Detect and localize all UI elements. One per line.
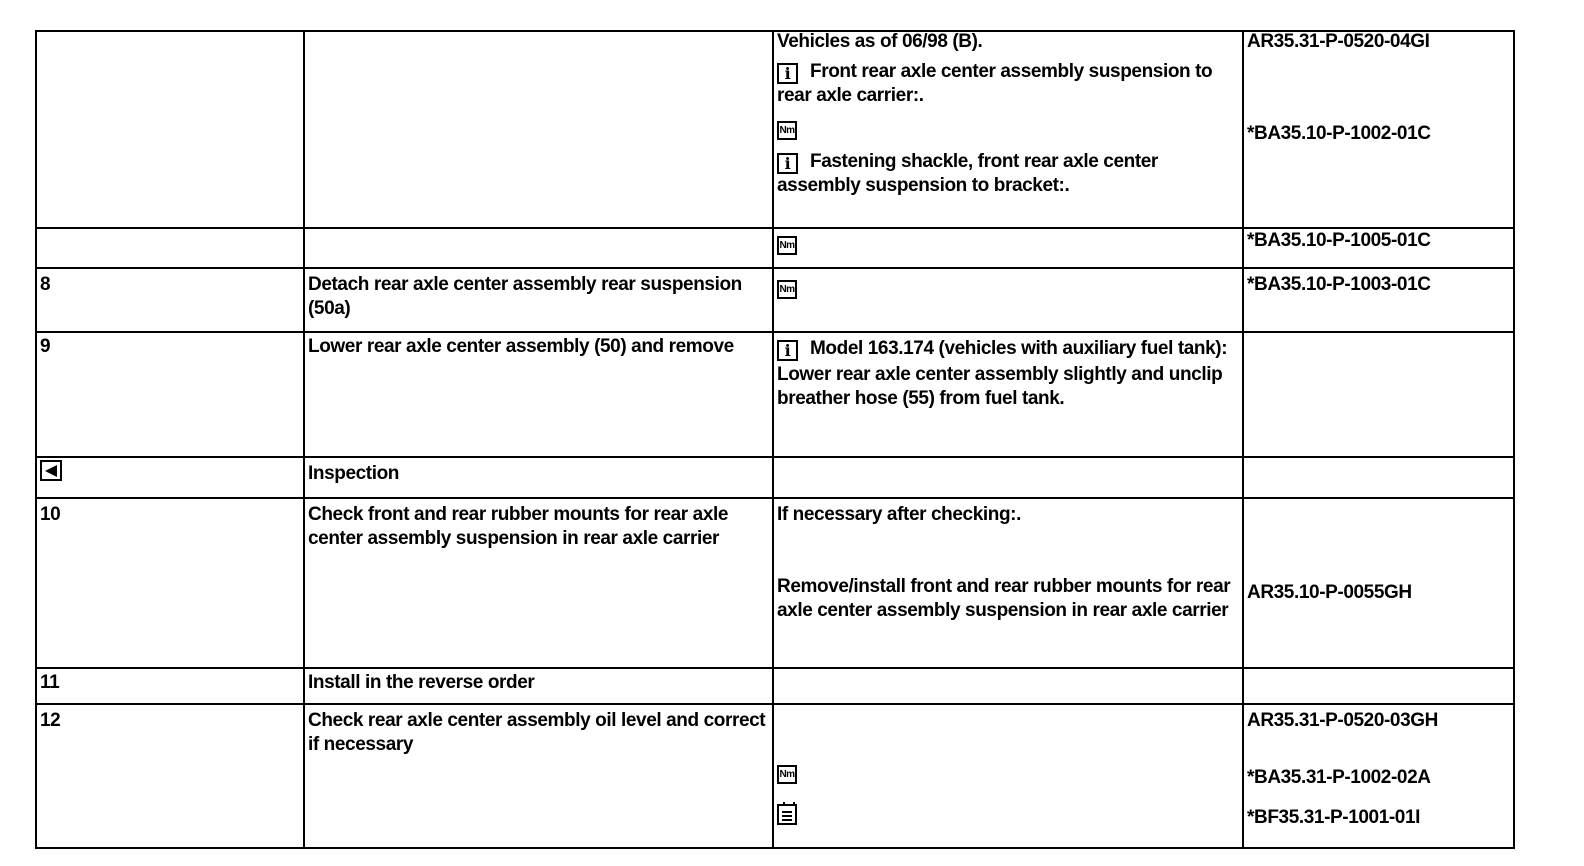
table-row [36, 668, 1514, 704]
step-cell: 12 [36, 704, 304, 848]
notes-cell [773, 31, 1243, 228]
step-cell [36, 457, 304, 498]
reference-cell [1243, 668, 1514, 704]
note-text: Front rear axle center assembly suspension to rear axle carrier:. [777, 61, 1213, 106]
note-text: If necessary after checking:. [777, 504, 1021, 525]
torque-icon: Nm [777, 765, 797, 784]
reference-link[interactable]: *BA35.10-P-1002-01C [1247, 123, 1431, 144]
step-cell: 8 [36, 268, 304, 332]
reference-link[interactable]: AR35.10-P-0055GH [1247, 582, 1412, 603]
reference-cell [1243, 31, 1514, 228]
notes-cell [773, 668, 1243, 704]
notes-cell [773, 228, 1243, 268]
reference-cell [1243, 457, 1514, 498]
notes-cell [773, 457, 1243, 498]
step-cell [36, 31, 304, 228]
info-icon: i [777, 340, 798, 361]
notes-cell [773, 332, 1243, 457]
action-cell [304, 228, 773, 268]
reference-link[interactable]: AR35.31-P-0520-03GH [1247, 710, 1438, 731]
step-cell [36, 228, 304, 268]
action-cell: Lower rear axle center assembly (50) and remove [304, 332, 773, 457]
action-cell [304, 31, 773, 228]
note-text: Lower rear axle center assembly slightly and unclip breather hose (55) from fuel tank. [777, 364, 1223, 409]
reference-link[interactable]: *BA35.10-P-1003-01C [1247, 274, 1431, 295]
table-row [36, 457, 1514, 498]
procedure-table [35, 30, 1515, 849]
inspection-icon [40, 460, 62, 481]
reference-link[interactable]: *BA35.10-P-1005-01C [1247, 230, 1431, 251]
table-row [36, 268, 1514, 332]
note-text: Fastening shackle, front rear axle center assembly suspension to bracket:. [777, 151, 1158, 196]
reference-cell [1243, 332, 1514, 457]
notes-cell [773, 498, 1243, 668]
action-cell: Check front and rear rubber mounts for rear axle center assembly suspension in rear axle carrier [304, 498, 773, 668]
torque-icon: Nm [777, 121, 797, 140]
step-cell: 10 [36, 498, 304, 668]
reference-link[interactable]: *BF35.31-P-1001-01I [1247, 807, 1421, 828]
torque-icon: Nm [777, 280, 797, 299]
table-row [36, 332, 1514, 457]
step-cell: 9 [36, 332, 304, 457]
action-cell: Install in the reverse order [304, 668, 773, 704]
step-cell: 11 [36, 668, 304, 704]
info-icon: i [777, 153, 798, 174]
action-cell: Check rear axle center assembly oil level and correct if necessary [304, 704, 773, 848]
reference-cell [1243, 704, 1514, 848]
table-row [36, 704, 1514, 848]
torque-icon: Nm [777, 236, 797, 255]
note-text: Remove/install front and rear rubber mounts for rear axle center assembly suspension in rear axle carrier [777, 576, 1231, 621]
reference-link[interactable]: *BA35.31-P-1002-02A [1247, 767, 1431, 788]
action-cell: Detach rear axle center assembly rear suspension (50a) [304, 268, 773, 332]
note-text: Vehicles as of 06/98 (B). [777, 31, 983, 52]
info-icon: i [777, 63, 798, 84]
table-row [36, 228, 1514, 268]
reference-cell [1243, 268, 1514, 332]
notes-cell [773, 268, 1243, 332]
notes-cell [773, 704, 1243, 848]
table-row [36, 31, 1514, 228]
reference-link[interactable]: AR35.31-P-0520-04GI [1247, 31, 1430, 52]
notepad-icon [777, 804, 797, 825]
table-row [36, 498, 1514, 668]
reference-cell [1243, 228, 1514, 268]
note-text: Model 163.174 (vehicles with auxiliary fuel tank): [810, 338, 1228, 359]
action-cell: Inspection [304, 457, 773, 498]
reference-cell [1243, 498, 1514, 668]
